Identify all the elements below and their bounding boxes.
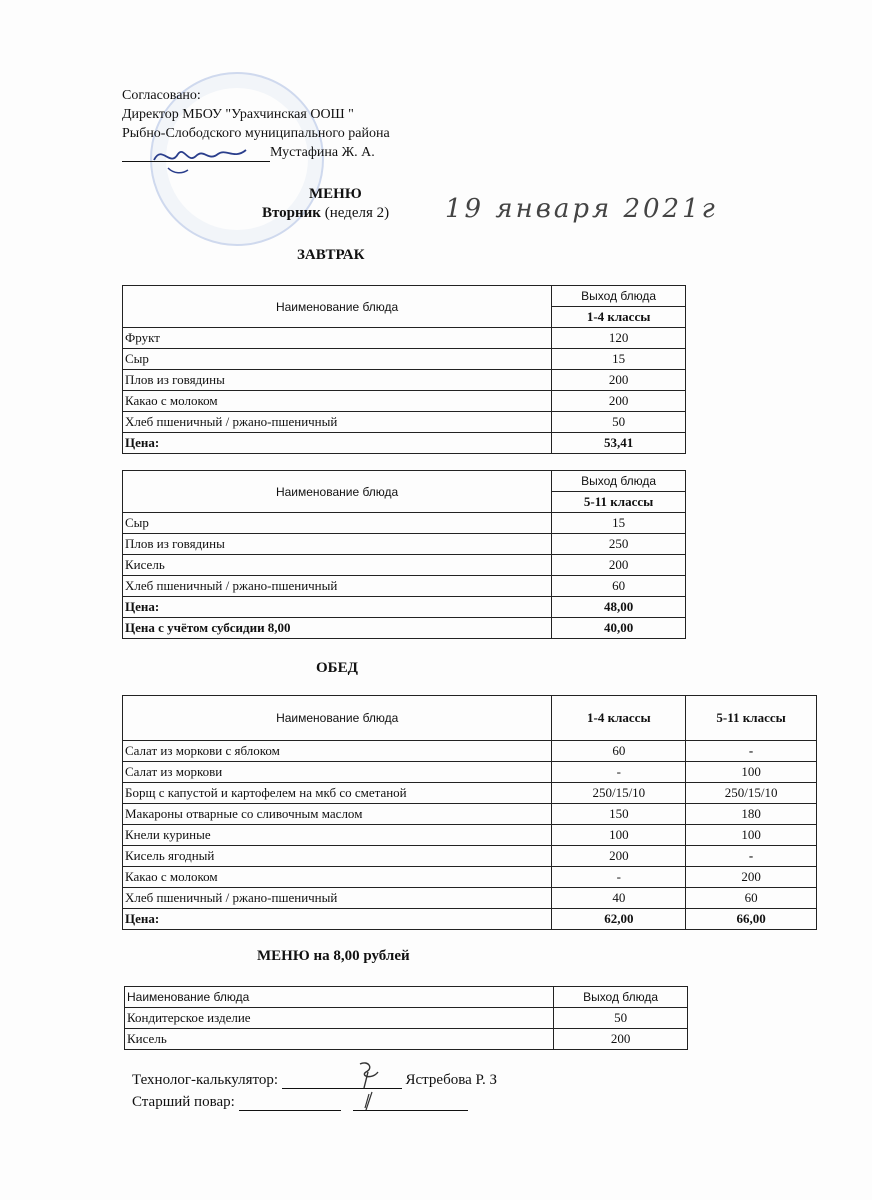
- day-name: Вторник: [262, 205, 321, 221]
- dish-output-5-11: -: [686, 741, 817, 762]
- signature-underline: [122, 147, 270, 162]
- dish-output-5-11: 60: [686, 888, 817, 909]
- dish-output-1-4: 250/15/10: [552, 783, 686, 804]
- dish-output: 200: [552, 555, 686, 576]
- chef-label: Старший повар:: [132, 1094, 239, 1110]
- price-1-4: 62,00: [552, 909, 686, 930]
- dish-name: Борщ с капустой и картофелем на мкб со сметаной: [123, 783, 552, 804]
- dish-name: Кнели куриные: [123, 825, 552, 846]
- dish-name: Какао с молоком: [123, 867, 552, 888]
- dish-name: Сыр: [123, 349, 552, 370]
- approval-name: Мустафина Ж. А.: [270, 145, 375, 160]
- subsidy-value: 40,00: [552, 618, 686, 639]
- technologist-signature: [350, 1058, 390, 1090]
- dish-name: Кисель ягодный: [123, 846, 552, 867]
- dish-name: Кондитерское изделие: [125, 1008, 554, 1029]
- table-row: [123, 370, 686, 391]
- dish-output: 15: [552, 349, 686, 370]
- breakfast-title: ЗАВТРАК: [297, 247, 365, 263]
- dish-name: Какао с молоком: [123, 391, 552, 412]
- subsidy-price-row: [123, 618, 686, 639]
- dish-output-1-4: -: [552, 762, 686, 783]
- dish-output: 50: [554, 1008, 688, 1029]
- dish-output-5-11: 100: [686, 825, 817, 846]
- table-row: [123, 391, 686, 412]
- chef-signature-line: [132, 1094, 468, 1111]
- dish-name: Макароны отварные со сливочным маслом: [123, 804, 552, 825]
- price-row: [123, 433, 686, 454]
- menu-day: [262, 205, 389, 222]
- approval-signature-line: [122, 143, 390, 162]
- dish-name: Кисель: [125, 1029, 554, 1050]
- table-row: [123, 804, 817, 825]
- dish-output-1-4: 60: [552, 741, 686, 762]
- lunch-title: ОБЕД: [316, 660, 358, 676]
- table-row: [123, 555, 686, 576]
- col-header-output: Выход блюда: [552, 286, 686, 307]
- lunch-table: [122, 695, 817, 930]
- dish-output-5-11: 180: [686, 804, 817, 825]
- handwritten-date: 19 января 2021г: [445, 194, 718, 224]
- col-header-group-5-11: 5-11 классы: [686, 696, 817, 741]
- table-row: [123, 741, 817, 762]
- price-value: 48,00: [552, 597, 686, 618]
- dish-output: 200: [554, 1029, 688, 1050]
- dish-name: Хлеб пшеничный / ржано-пшеничный: [123, 412, 552, 433]
- table-row: [123, 328, 686, 349]
- dish-name: Фрукт: [123, 328, 552, 349]
- dish-output-5-11: 100: [686, 762, 817, 783]
- technologist-label: Технолог-калькулятор:: [132, 1072, 282, 1088]
- col-header-name: Наименование блюда: [123, 471, 552, 513]
- col-header-name: Наименование блюда: [123, 286, 552, 328]
- approval-label: Согласовано:: [122, 88, 201, 103]
- dish-output-1-4: 40: [552, 888, 686, 909]
- dish-output-5-11: -: [686, 846, 817, 867]
- col-header-name: Наименование блюда: [125, 987, 554, 1008]
- dish-name: Салат из моркови с яблоком: [123, 741, 552, 762]
- chef-signature: [362, 1090, 376, 1112]
- dish-output: 50: [552, 412, 686, 433]
- breakfast-table-1-4: [122, 285, 686, 454]
- table-row: [123, 412, 686, 433]
- approval-district: Рыбно-Слободского муниципального района: [122, 126, 390, 141]
- technologist-name: Ястребова Р. З: [401, 1072, 497, 1088]
- dish-name: Плов из говядины: [123, 534, 552, 555]
- technologist-signature-line: [132, 1072, 497, 1089]
- price-label: Цена:: [123, 433, 552, 454]
- approval-director: Директор МБОУ "Урахчинская ООШ ": [122, 107, 354, 122]
- dish-output: 250: [552, 534, 686, 555]
- price-label: Цена:: [123, 909, 552, 930]
- menu8-title: МЕНЮ на 8,00 рублей: [257, 948, 410, 964]
- signature-underline: [239, 1096, 341, 1111]
- table-row: [123, 349, 686, 370]
- approval-block: [122, 86, 390, 162]
- price-row: [123, 597, 686, 618]
- table-row: [123, 888, 817, 909]
- price-row: [123, 909, 817, 930]
- menu8-table: [124, 986, 688, 1050]
- dish-name: Сыр: [123, 513, 552, 534]
- table-row: [123, 762, 817, 783]
- col-header-group: 1-4 классы: [552, 307, 686, 328]
- price-label: Цена:: [123, 597, 552, 618]
- week-number: (неделя 2): [320, 205, 390, 221]
- dish-output-5-11: 250/15/10: [686, 783, 817, 804]
- col-header-output: Выход блюда: [554, 987, 688, 1008]
- table-row: [125, 1029, 688, 1050]
- dish-output-1-4: -: [552, 867, 686, 888]
- table-row: [123, 783, 817, 804]
- table-row: [123, 513, 686, 534]
- table-row: [123, 534, 686, 555]
- menu-title: МЕНЮ: [309, 186, 362, 202]
- dish-name: Хлеб пшеничный / ржано-пшеничный: [123, 888, 552, 909]
- breakfast-table-5-11: [122, 470, 686, 639]
- table-row: [123, 846, 817, 867]
- col-header-group: 5-11 классы: [552, 492, 686, 513]
- dish-output: 15: [552, 513, 686, 534]
- dish-output: 60: [552, 576, 686, 597]
- subsidy-label: Цена с учётом субсидии 8,00: [123, 618, 552, 639]
- dish-name: Хлеб пшеничный / ржано-пшеничный: [123, 576, 552, 597]
- dish-output-1-4: 150: [552, 804, 686, 825]
- col-header-name: Наименование блюда: [123, 696, 552, 741]
- col-header-output: Выход блюда: [552, 471, 686, 492]
- table-row: [123, 867, 817, 888]
- price-5-11: 66,00: [686, 909, 817, 930]
- table-row: [125, 1008, 688, 1029]
- dish-output-1-4: 200: [552, 846, 686, 867]
- dish-name: Плов из говядины: [123, 370, 552, 391]
- dish-name: Кисель: [123, 555, 552, 576]
- dish-output-5-11: 200: [686, 867, 817, 888]
- price-value: 53,41: [552, 433, 686, 454]
- dish-output-1-4: 100: [552, 825, 686, 846]
- dish-output: 200: [552, 391, 686, 412]
- dish-output: 120: [552, 328, 686, 349]
- table-row: [123, 576, 686, 597]
- dish-output: 200: [552, 370, 686, 391]
- table-row: [123, 825, 817, 846]
- col-header-group-1-4: 1-4 классы: [552, 696, 686, 741]
- dish-name: Салат из моркови: [123, 762, 552, 783]
